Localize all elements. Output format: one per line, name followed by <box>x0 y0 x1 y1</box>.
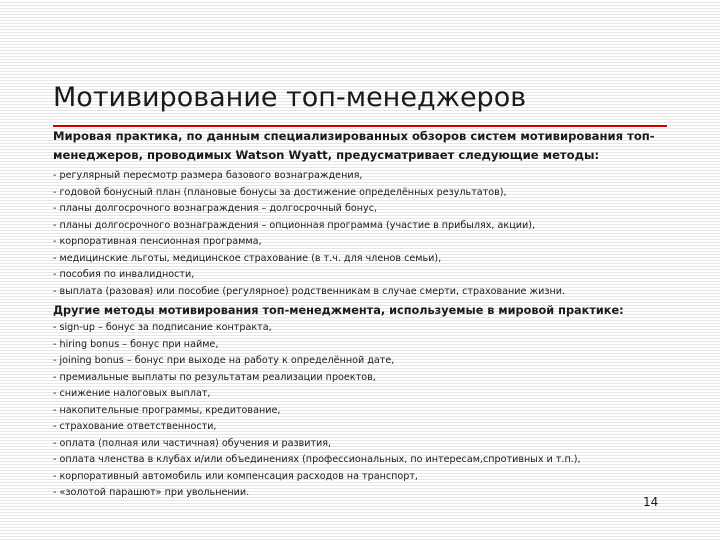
list-item: - накопительные программы, кредитование, <box>53 404 281 416</box>
list-item: - корпоративный автомобиль или компенсация расходов на транспорт, <box>53 470 418 482</box>
list-item: - планы долгосрочного вознаграждения – долгосрочный бонус, <box>53 203 378 214</box>
other-methods-heading: Другие методы мотивирования топ-менеджмента, используемые в мировой практике: <box>53 304 624 317</box>
list-item: - выплата (разовая) или пособие (регулярное) родственникам в случае смерти, страхование жизни. <box>53 285 566 297</box>
slide-title: Мотивирование топ-менеджеров <box>53 82 527 113</box>
list-item: - пособия по инвалидности, <box>53 269 195 280</box>
list-item: - оплата (полная или частичная) обучения и развития, <box>53 437 332 449</box>
list-item: - joining bonus – бонус при выходе на работу к определённой дате, <box>53 355 395 366</box>
list-item: - «золотой парашют» при увольнении. <box>53 487 250 498</box>
list-item: - медицинские льготы, медицинское страхование (в т.ч. для членов семьи), <box>53 252 442 264</box>
slide-body <box>53 127 667 502</box>
other-methods-list <box>53 320 667 502</box>
list-item: - снижение налоговых выплат, <box>53 388 211 399</box>
list-item: - годовой бонусный план (плановые бонусы за достижение определённых результатов), <box>53 186 507 198</box>
list-item: - регулярный пересмотр размера базового вознаграждения, <box>53 170 363 181</box>
methods-list <box>53 168 667 300</box>
list-item: - hiring bonus – бонус при найме, <box>53 338 219 350</box>
list-item: - sign-up – бонус за подписание контракта, <box>53 322 272 333</box>
list-item: - страхование ответственности, <box>53 421 217 432</box>
list-item: - оплата членства в клубах и/или объединениях (профессиональных, по интересам,спротивных и т.п.), <box>53 454 581 465</box>
list-item: - корпоративная пенсионная программа, <box>53 236 262 247</box>
intro-paragraph: Мировая практика, по данным специализированных обзоров систем мотивирования топ-менеджеров, проводимых Watson Wyatt, предусматривает следующие методы: <box>53 129 655 162</box>
page-number: 14 <box>643 495 659 509</box>
list-item: - планы долгосрочного вознаграждения – опционная программа (участие в прибылях, акции), <box>53 219 536 231</box>
list-item: - премиальные выплаты по результатам реализации проектов, <box>53 371 376 383</box>
